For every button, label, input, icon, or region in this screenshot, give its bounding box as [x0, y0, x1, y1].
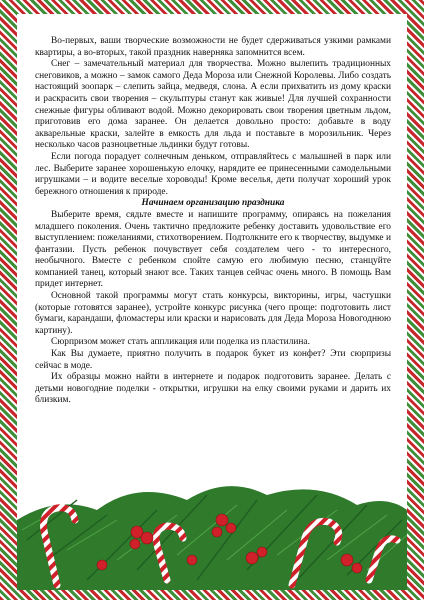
paragraph: Снег – замечательный материал для творчества. Можно вылепить традиционных снеговиков, а можно – замок самого Деда Мороза или Снежной Королевы. Либо создать настоящий зоопарк – слепить зайца, медведя, слона. А если прихватить из дому краски и раскрасить свои творения – скульптуры станут как живые! Для лучшей сохранности снежные фигуры обливают водой. Можно декорировать свои творения цветным льдом, приготовив его дома заранее. Он делается довольно просто: добавьте в воду акварельные краски, залейте в емкость для льда и поставьте в морозильник. Через несколько часов разноцветные льдинки будут готовы. — [35, 59, 391, 151]
section-heading: Начинаем организацию праздника — [141, 198, 285, 209]
page-content — [17, 14, 407, 590]
christmas-decoration — [17, 440, 407, 590]
paragraph: Основной такой программы могут стать конкурсы, викторины, игры, частушки (которые готовятся заранее), устройте конкурс рисунка (чего проще: подготовить лист бумаги, карандаши, фломастеры или краски и нарисовать для Деда Мороза Новогоднюю картину). — [35, 291, 391, 336]
article-text — [35, 36, 391, 407]
paragraph: Их образцы можно найти в интернете и подарок подготовить заранее. Делать с детьми новогодние поделки - открытки, игрушки на елку своими руками и дарить их близким. — [35, 372, 391, 406]
paragraph: Если погода порадует солнечным деньком, отправляйтесь с малышней в парк или лес. Выберите заранее хорошенькую елочку, нарядите ее принесенными самодельными игрушками – и водите веселые хороводы! Кроме веселья, дети получат хороший урок бережного отношения к природе. — [35, 151, 391, 197]
paragraph: Как Вы думаете, приятно получить в подарок букет из конфет? Эти сюрпризы сейчас в моде. — [35, 349, 391, 371]
pine-branch-icon — [17, 486, 407, 590]
paragraph: Сюрпризом может стать аппликация или поделка из пластилина. — [51, 337, 310, 348]
paragraph: Выберите время, сядьте вместе и напишите программу, опираясь на пожелания младшего поколения. Очень тактично предложите ребенку доставить удовольствие его выступлением: пожеланиями, стихотворением. Подтолкните его к творчеству, выдумке и фантазии. Пусть ребенок почувствует себя создателем чего - то интересного, необычного. Вместе с ребенком спойте самую его любимую песню, станцуйте компанией танец, который знают все. Таких танцев сейчас очень много. В помощь Вам придет интернет. — [35, 209, 391, 290]
paragraph: Во-первых, ваши творческие возможности не будет сдерживаться узкими рамками квартиры, а во-вторых, такой праздник наверняка запомнится всем. — [35, 36, 391, 58]
